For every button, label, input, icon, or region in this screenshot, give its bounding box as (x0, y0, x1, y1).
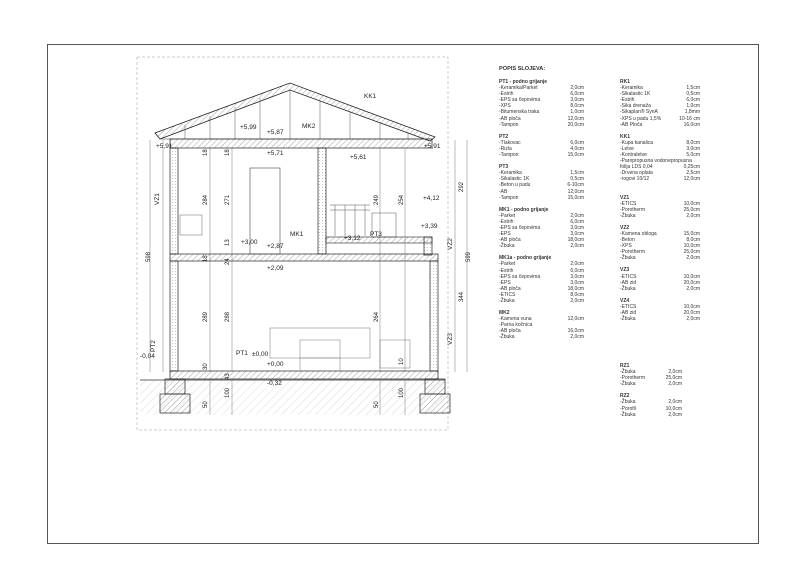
legend-column-2 (620, 79, 700, 322)
layer-name: -Žbuka (620, 399, 636, 406)
layer-thickness: 6,0cm (570, 218, 584, 225)
layer-thickness: 20,0cm (683, 310, 700, 316)
layer-name: -Žbuka (620, 285, 636, 292)
legend-heading: KK1 (620, 133, 631, 140)
layer-thickness: 25,0cm (683, 206, 700, 213)
elev-287: +2,87 (267, 243, 284, 250)
layer-thickness: 15,0cm (567, 152, 584, 159)
layer-name: -EPS sa čepovima (499, 224, 541, 231)
layer-thickness: 2,0cm (686, 255, 700, 262)
right-wall-upper (318, 148, 326, 254)
dim-24: 24 (225, 258, 231, 265)
layer-thickness: 12,0cm (567, 115, 584, 122)
layer-name: -XPS u padu 1,5% (620, 115, 662, 122)
layer-name: -AB zid (620, 310, 637, 316)
legend-layer (620, 412, 682, 418)
layer-thickness: 4,0cm (570, 145, 584, 152)
layer-name: -ETICS (499, 291, 516, 298)
dim-271: 271 (225, 194, 231, 205)
layer-name: -Sikalastic 1K (499, 176, 530, 183)
layer-thickness: 3,0cm (570, 273, 584, 280)
layer-name: -Paropropusna vodonepropusna (620, 158, 692, 165)
layer-thickness: 6,0cm (686, 97, 700, 104)
legend-heading: RZ1 (620, 363, 630, 369)
legend-heading: PT3 (499, 164, 509, 171)
dim-10: 10 (399, 358, 405, 365)
layer-name: -Tlakovac (499, 139, 521, 146)
layer-name: -Parket (499, 261, 516, 268)
layer-name: -EPS sa čepovima (499, 97, 541, 104)
layer-name: -Estrih (620, 97, 635, 104)
layer-thickness: 8,0cm (570, 103, 584, 110)
layer-name: -Keramika/Parket (499, 85, 538, 92)
layer-thickness: 6,0cm (570, 139, 584, 146)
layer-thickness: 0,5cm (686, 91, 700, 98)
dim-18c: 18 (225, 149, 231, 156)
layer-thickness: 12,0cm (683, 176, 700, 183)
label-mk2: MK2 (302, 123, 316, 130)
dim-288: 288 (225, 311, 231, 322)
layer-name: -Kamena vuna (499, 316, 532, 323)
legend-heading: VZ1 (620, 194, 630, 201)
layer-thickness: 0,5cm (570, 176, 584, 183)
legend-heading: RK1 (620, 79, 631, 85)
foundation-left (165, 379, 185, 394)
layer-thickness: 8,0cm (686, 237, 700, 244)
elev-591-left: +5,91 (156, 143, 173, 150)
layer-thickness: 3,0cm (570, 97, 584, 104)
layer-name: -Porotherm (620, 206, 646, 213)
dim-50b: 50 (374, 401, 380, 408)
layer-name: -EPS (499, 231, 511, 238)
layer-thickness: 2,0cm (570, 212, 584, 219)
legend-layer (620, 213, 700, 219)
layer-thickness: 1,0cm (570, 109, 584, 116)
layer-thickness: 1,5cm (570, 170, 584, 177)
layer-name: -Bitumenska traka (499, 109, 540, 116)
layer-name: -ETICS (620, 273, 637, 280)
legend-title: POPIS SLOJEVA: (499, 66, 546, 72)
layer-name: -Estrih (499, 91, 514, 98)
layer-thickness: 15,0cm (567, 194, 584, 201)
ground-slab (170, 371, 438, 379)
layer-name: -Parna kočnica (499, 322, 533, 329)
layer-thickness: 2,0cm (668, 411, 682, 418)
layer-name: -Parket (499, 212, 516, 219)
layer-thickness: 2,0cm (570, 261, 584, 268)
layer-name: -Beton (620, 237, 635, 244)
roof (155, 83, 435, 141)
dim-254: 254 (399, 194, 405, 205)
dim-598: 598 (146, 251, 152, 262)
layer-name: -EPS (499, 279, 511, 286)
dim-289: 289 (203, 311, 209, 322)
legend-heading: MK1a - podno grijanje (499, 255, 552, 262)
layer-thickness: 2,0cm (570, 85, 584, 92)
layer-name: -Estrih (499, 218, 514, 225)
layer-thickness: 6,0cm (570, 91, 584, 98)
layer-thickness: 2,0cm (686, 285, 700, 292)
elev-minus-032: -0,32 (267, 380, 282, 387)
layer-name: -Estrih (499, 267, 514, 274)
legend-layer (620, 286, 700, 292)
elev-339: +3,39 (421, 223, 438, 230)
layer-name: -AB ploča (499, 285, 521, 292)
layer-thickness: 10,0cm (665, 405, 682, 412)
layer-thickness: 25,0cm (665, 375, 682, 382)
footing-right (420, 394, 450, 413)
label-vz3: VZ3 (447, 333, 454, 345)
layer-thickness: 10-16 cm (679, 115, 700, 122)
layer-name: -Tampon (499, 121, 519, 128)
layer-thickness: 0,25cm (683, 164, 700, 171)
layer-thickness: 20,0cm (567, 121, 584, 128)
label-kk1: KK1 (364, 93, 377, 100)
elev-561: +5,61 (350, 154, 367, 161)
layer-thickness: 3,0cm (570, 231, 584, 238)
legend-layer (620, 255, 700, 261)
bathtub (180, 215, 202, 235)
layer-name: folija LDS 0,04 (620, 164, 653, 171)
dim-13: 13 (225, 239, 231, 246)
layer-thickness: 3,0cm (570, 279, 584, 286)
railing (330, 205, 396, 237)
footing-left (160, 394, 190, 413)
layer-name: -Porotherm (620, 249, 646, 256)
elev-587: +5,87 (267, 129, 284, 136)
layer-name: -Kontraletve (620, 152, 647, 159)
layer-thickness: 1,5cm (686, 85, 700, 92)
elev-000b: +0,00 (267, 361, 284, 368)
legend-layer (499, 298, 584, 304)
layer-thickness: 16,0cm (567, 328, 584, 335)
layer-thickness: 20,0cm (683, 279, 700, 286)
legend-heading: RZ2 (620, 393, 630, 400)
elev-599: +5,99 (240, 124, 257, 131)
layer-name: -Kamena obloga (620, 230, 657, 237)
layer-thickness: 2,0cm (686, 316, 700, 323)
layer-name: -Tampon (499, 194, 519, 201)
dim-30: 30 (203, 363, 209, 370)
layer-name: -Sika drenaža (620, 103, 651, 110)
legend-heading: VZ3 (620, 267, 630, 274)
layer-thickness: 2,0cm (668, 381, 682, 388)
legend-heading: PT2 (499, 133, 509, 140)
layer-name: -Žbuka (499, 243, 515, 250)
elev-312: +3,12 (344, 235, 361, 242)
layer-thickness: 5,0cm (686, 152, 700, 159)
dim-100a: 100 (225, 387, 231, 398)
layer-thickness: 12,0cm (567, 188, 584, 195)
legend-heading: MK2 (499, 310, 510, 317)
layer-name: -XPS (499, 103, 511, 110)
layer-name: -Žbuka (499, 298, 515, 304)
layer-name: -Sikaplan® SynA (620, 109, 658, 116)
layer-thickness: 25,0cm (683, 249, 700, 256)
layer-thickness: 8,0cm (570, 291, 584, 298)
layer-name: -Sikalastic 1K (620, 91, 651, 98)
layer-thickness: 15,0cm (683, 230, 700, 237)
elev-591-right: +5,91 (424, 143, 441, 150)
legend-heading: VZ2 (620, 224, 630, 231)
layer-thickness: 2,0cm (668, 369, 682, 376)
elev-209: +2,09 (267, 265, 284, 272)
legend-layer (620, 176, 700, 182)
layer-name: -rogovi 10/12 (620, 176, 650, 183)
layer-thickness: 16,0cm (683, 121, 700, 128)
dim-284: 284 (203, 194, 209, 205)
layer-thickness: 10,0cm (683, 200, 700, 207)
layer-thickness: 12,0cm (567, 316, 584, 323)
dim-599: 599 (466, 251, 472, 262)
legend-layer (499, 152, 584, 158)
layer-name: -ETICS (620, 200, 637, 207)
legend-layer (499, 195, 584, 201)
layer-name: -Žbuka (620, 369, 636, 376)
layer-thickness: 8,0cm (686, 139, 700, 146)
attic-slab (170, 139, 432, 148)
label-pt3: PT3 (370, 231, 382, 238)
legend-layer (499, 122, 584, 128)
layer-thickness: 10,0cm (683, 303, 700, 310)
layer-thickness: 3,0cm (686, 145, 700, 152)
layer-name: -Beton u padu (499, 182, 531, 189)
right-wall-lower (430, 261, 438, 371)
layer-thickness: 2,0cm (570, 243, 584, 250)
legend-column-1 (499, 79, 584, 341)
layer-thickness: 6,0cm (570, 267, 584, 274)
left-wall-lower (170, 261, 178, 371)
layer-name: -Kupa kanalica (620, 139, 654, 146)
layer-name: -AB ploča (499, 328, 521, 335)
layer-name: -AB (499, 188, 508, 195)
label-pt1: PT1 (236, 350, 248, 357)
legend-heading: VZ4 (620, 297, 630, 304)
layer-name: -Žbuka (620, 381, 636, 388)
furniture (270, 328, 410, 371)
layer-name: -AB Ploča (620, 121, 643, 128)
legend-layer (620, 316, 700, 322)
legend-layer (499, 243, 584, 249)
layer-thickness: 2,5cm (686, 170, 700, 177)
left-wall-upper (170, 148, 178, 254)
legend-heading: MK1 - podno grijanje (499, 206, 549, 213)
layer-name: -Drvena oplata (620, 170, 653, 177)
layer-name: -AB ploča (499, 237, 521, 244)
layer-name: -AB ploča (499, 115, 521, 122)
legend-layer (499, 334, 584, 340)
layer-name: -XPS (620, 243, 632, 250)
layer-thickness: 2,0cm (668, 399, 682, 406)
layer-name: -Porotherm (620, 375, 646, 382)
elev-571: +5,71 (267, 150, 284, 157)
elev-minus-004: -0,04 (140, 353, 155, 360)
legend-layer (620, 122, 700, 128)
dim-249: 249 (374, 194, 380, 205)
label-vz1: VZ1 (154, 193, 161, 205)
dim-100b: 100 (399, 387, 405, 398)
layer-name: -Letve (620, 145, 634, 152)
layer-name: -Žbuka (620, 212, 636, 219)
elev-412: +4,12 (423, 195, 440, 202)
layer-thickness: 18,0cm (567, 237, 584, 244)
label-mk1: MK1 (290, 231, 304, 238)
layer-name: -Žbuka (620, 411, 636, 418)
dim-292: 292 (459, 181, 465, 192)
label-pt2: PT2 (150, 340, 157, 352)
dim-18b: 18 (203, 255, 209, 262)
layer-thickness: 10,0cm (683, 243, 700, 250)
layer-thickness: 10,0cm (683, 273, 700, 280)
layer-name: -Porofil (620, 405, 636, 412)
layer-name: -Keramika (499, 170, 522, 177)
foundation-right (425, 379, 445, 394)
layer-thickness: 3,0cm (570, 224, 584, 231)
layer-thickness: 6-10cm (567, 182, 584, 189)
dim-264: 264 (374, 311, 380, 322)
layer-thickness: 1,8mm (684, 109, 700, 116)
dim-43: 43 (225, 373, 231, 380)
legend-column-3 (620, 363, 682, 418)
layer-thickness: 1,0cm (686, 103, 700, 110)
layer-name: -Žbuka (499, 334, 515, 341)
legend-heading: PT1 - podno grijanje (499, 79, 548, 85)
elev-000: ±0,00 (252, 351, 269, 358)
dim-50a: 50 (203, 401, 209, 408)
legend-layer (620, 381, 682, 387)
layer-name: -ETICS (620, 303, 637, 310)
layer-name: -Tampon (499, 152, 519, 159)
layer-thickness: 2,0cm (570, 334, 584, 341)
layer-name: -Žbuka (620, 316, 636, 323)
layer-name: -AB zid (620, 279, 637, 286)
layer-name: -EPS sa čepovima (499, 273, 541, 280)
layer-name: -Keramika (620, 85, 643, 92)
dim-344: 344 (459, 291, 465, 302)
layer-thickness: 2,0cm (686, 212, 700, 219)
layer-thickness: 18,0cm (567, 285, 584, 292)
layer-name: -Žbuka (620, 255, 636, 262)
elev-300: +3,00 (241, 239, 258, 246)
layer-thickness: 2,0cm (570, 298, 584, 304)
dim-18a: 18 (203, 149, 209, 156)
label-vz2: VZ2 (447, 238, 454, 250)
layer-name: -Rizla (499, 145, 512, 152)
